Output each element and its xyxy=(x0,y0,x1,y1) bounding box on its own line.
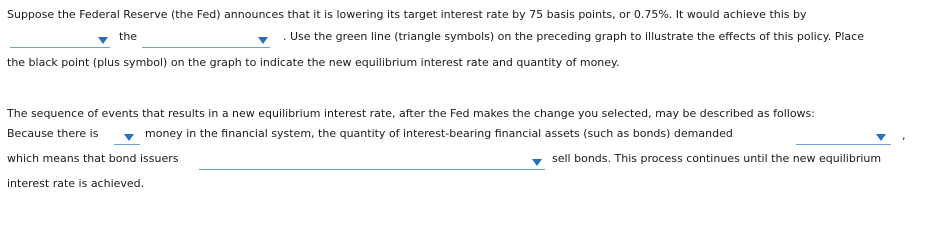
q2-because-row xyxy=(0,127,927,145)
bond-issuers-dropdown[interactable] xyxy=(199,152,545,170)
chevron-down-icon xyxy=(258,37,268,44)
chevron-down-icon xyxy=(876,134,886,141)
issuers-suffix: sell bonds. This process continues until the new equilibrium xyxy=(552,152,882,165)
policy-instrument-dropdown[interactable] xyxy=(142,30,270,48)
q1-line-2-text: . Use the green line (triangle symbols) on the preceding graph to illustrate the effects of this policy. Place xyxy=(283,30,864,43)
q2-issuers-row xyxy=(0,152,927,170)
q1-line-1: Suppose the Federal Reserve (the Fed) announces that it is lowering its target interest rate by 75 basis points, or 0.75%. It would achieve this by xyxy=(7,8,807,21)
money-amount-dropdown[interactable] xyxy=(114,127,140,145)
the-label: the xyxy=(119,30,138,43)
issuers-prefix: which means that bond issuers xyxy=(7,152,179,165)
because-middle: money in the financial system, the quantity of interest-bearing financial assets (such as bonds) demanded xyxy=(145,127,733,140)
comma: , xyxy=(902,129,906,142)
chevron-down-icon xyxy=(98,37,108,44)
q1-line-2 xyxy=(0,30,927,48)
q1-line-3: the black point (plus symbol) on the graph to indicate the new equilibrium interest rate and quantity of money. xyxy=(7,56,620,69)
q2-final-line: interest rate is achieved. xyxy=(7,177,145,190)
chevron-down-icon xyxy=(124,134,134,141)
because-prefix: Because there is xyxy=(7,127,99,140)
chevron-down-icon xyxy=(532,159,542,166)
q2-intro: The sequence of events that results in a new equilibrium interest rate, after the Fed makes the change you selected, may be described as follows: xyxy=(7,107,815,120)
bonds-demanded-dropdown[interactable] xyxy=(796,127,891,145)
policy-action-dropdown[interactable] xyxy=(10,30,110,48)
